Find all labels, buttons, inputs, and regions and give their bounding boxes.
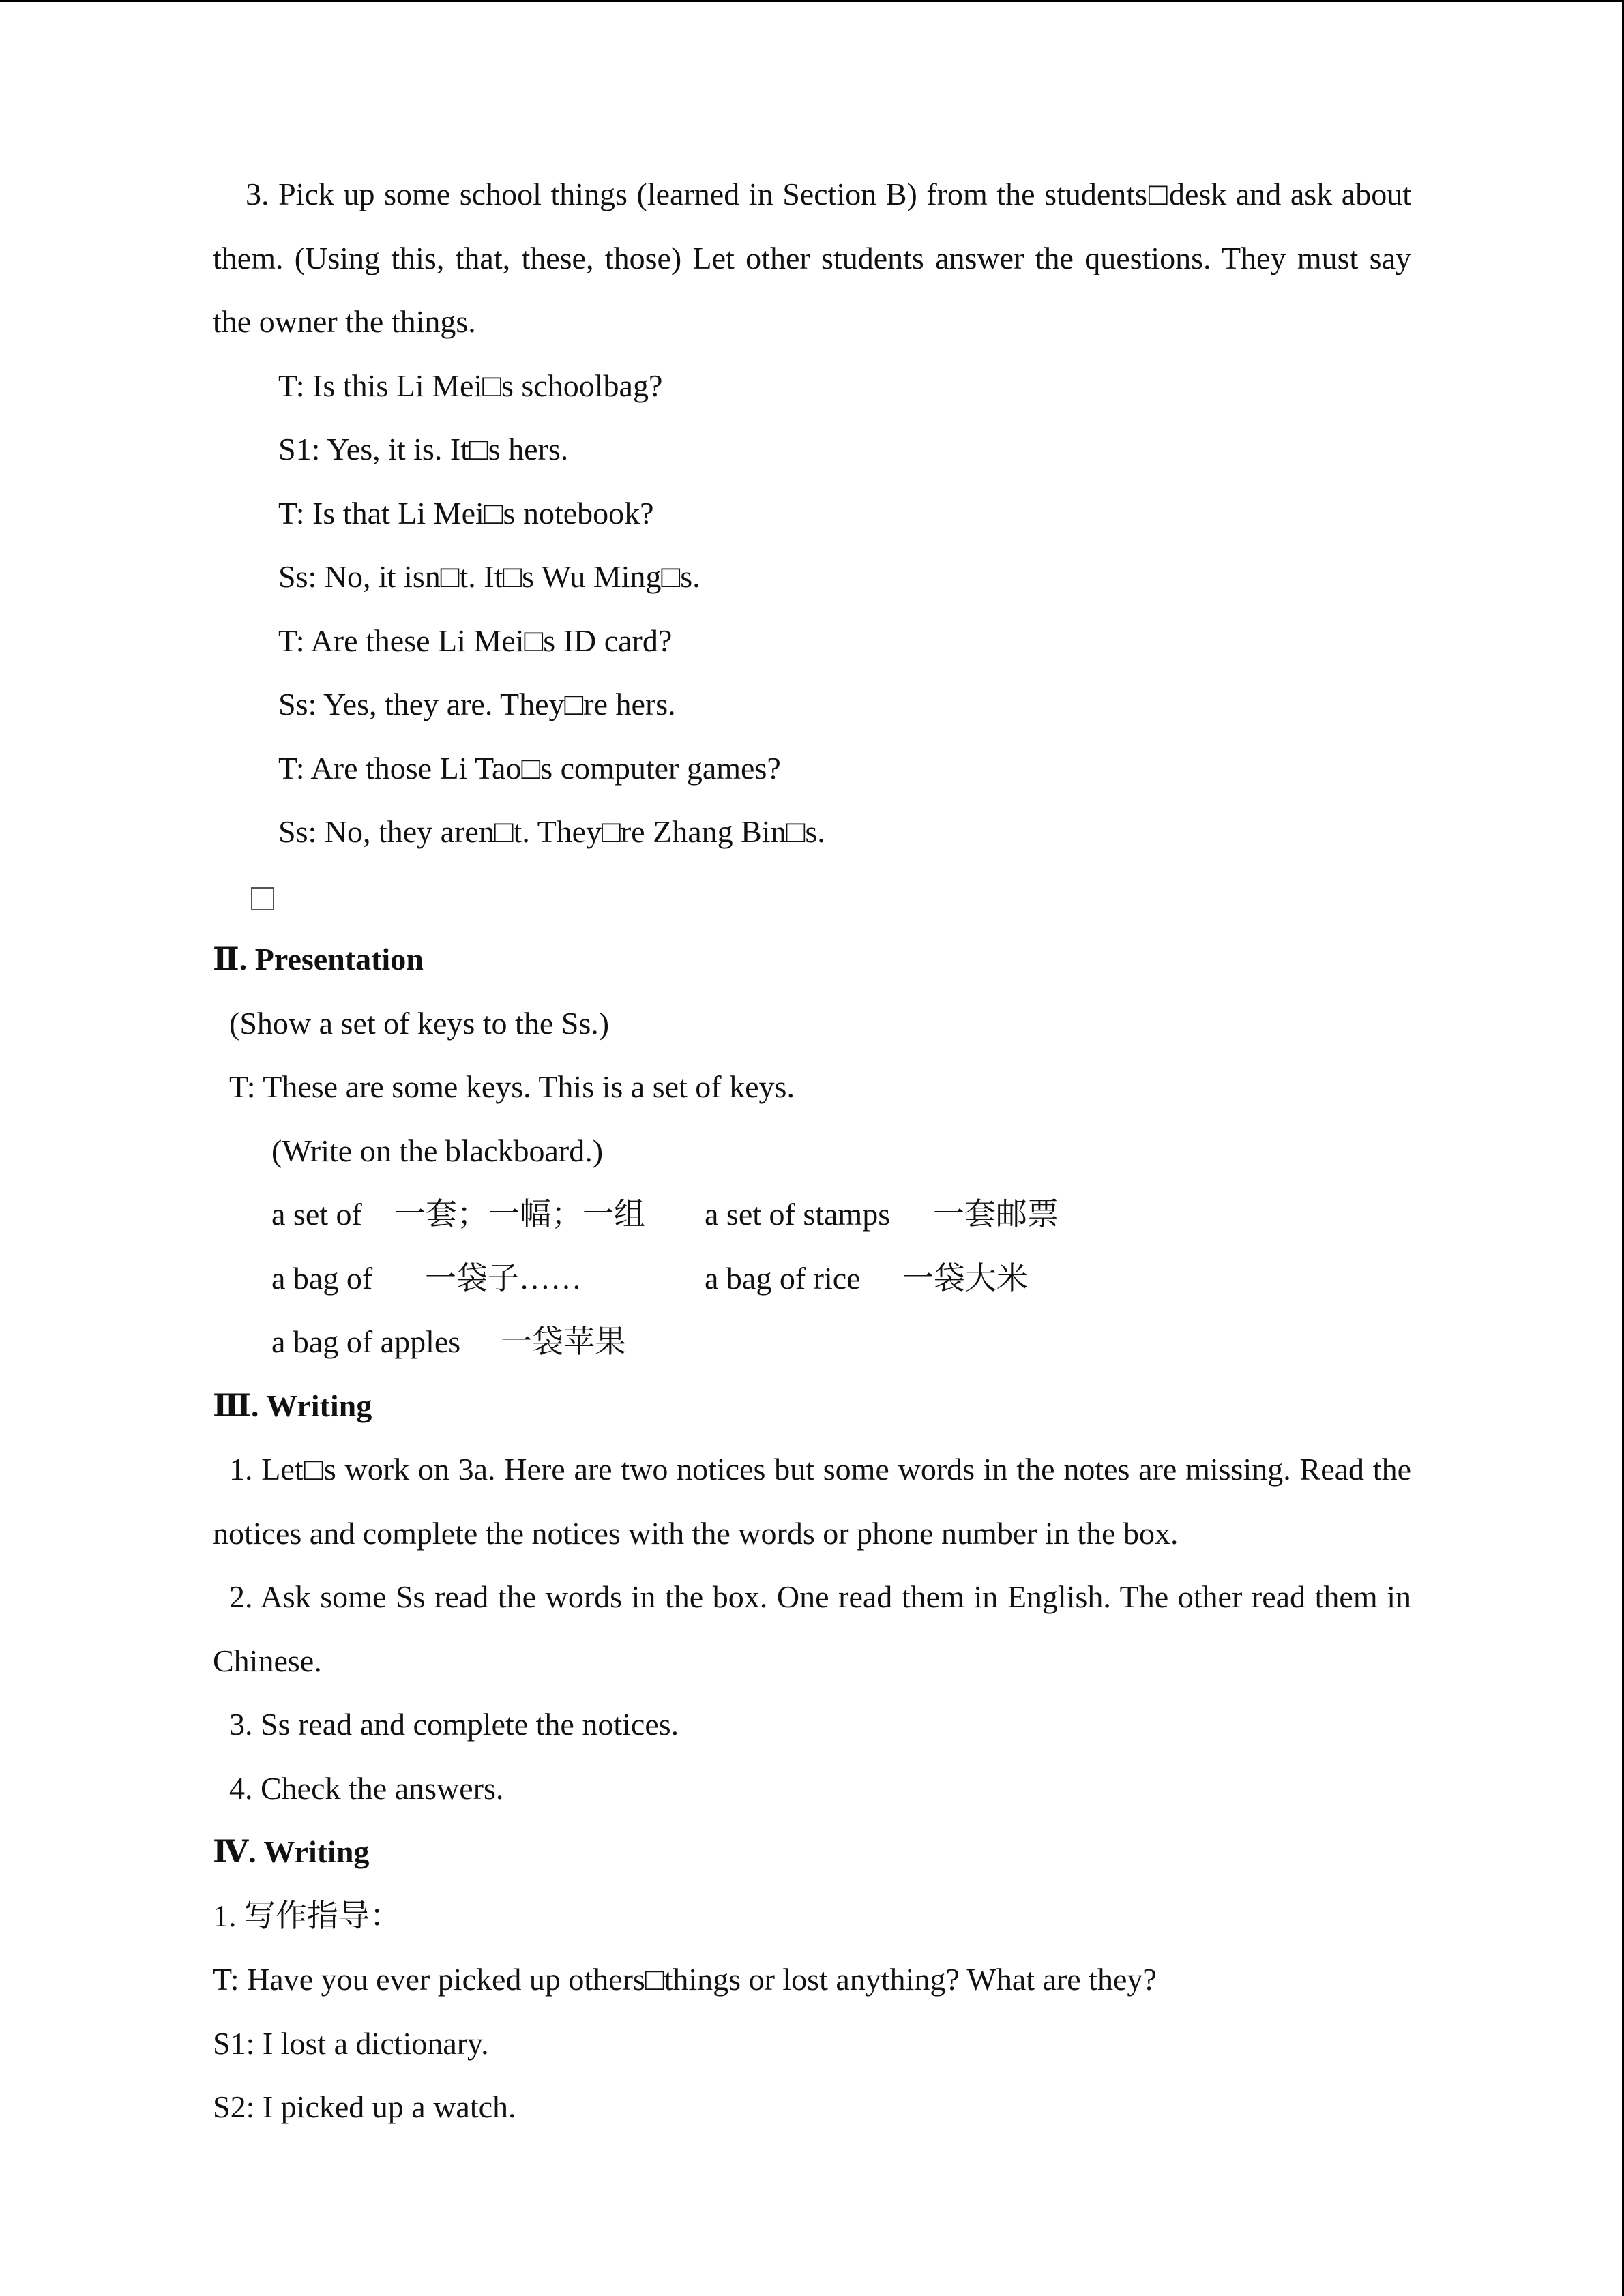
vocab-term: a bag of rice: [705, 1260, 861, 1296]
dialogue-line: S1: I lost a dictionary.: [213, 2025, 489, 2061]
empty-checkbox-line: [213, 864, 1411, 928]
vocab-meaning: 一套；一幅；一组: [394, 1197, 645, 1232]
vocab-meaning: 一袋苹果: [501, 1324, 626, 1359]
dialogue-line: T: Are these Li Mei□s ID card?: [278, 623, 673, 658]
vocab-term: a bag of apples: [271, 1324, 461, 1359]
placeholder-box-icon: [251, 887, 274, 910]
dialogue-line: S1: Yes, it is. It□s hers.: [278, 432, 569, 466]
vocab-row: [213, 1182, 1411, 1247]
vocab-meaning: 一袋子……: [425, 1260, 582, 1296]
presentation-heading: Ⅱ. Presentation: [213, 942, 424, 976]
vocab-term: a set of stamps: [705, 1197, 891, 1232]
writing3-heading: Ⅲ. Writing: [213, 1388, 372, 1423]
writing3-item: 3. Ss read and complete the notices.: [229, 1707, 679, 1742]
dialogue-line: T: Have you ever picked up others□things or lost anything? What are they?: [213, 1962, 1157, 1997]
vocab-row: [213, 1247, 1411, 1311]
vocab-term: a bag of: [271, 1260, 373, 1296]
writing-guide-title: 1. 写作指导：: [213, 1898, 401, 1933]
vocab-term: a set of: [271, 1197, 362, 1232]
presentation-line: T: These are some keys. This is a set of keys.: [229, 1069, 795, 1104]
dialogue-line: Ss: Yes, they are. They□re hers.: [278, 687, 676, 721]
page-top-rule: [0, 0, 1624, 2]
presentation-line: (Show a set of keys to the Ss.): [229, 1005, 610, 1041]
vocab-meaning: 一套邮票: [933, 1197, 1059, 1232]
writing4-heading: Ⅳ. Writing: [213, 1834, 370, 1869]
document-body: [213, 162, 1411, 2139]
dialogue-line: Ss: No, it isn□t. It□s Wu Ming□s.: [278, 559, 700, 594]
vocab-row: [213, 1310, 1411, 1374]
dialogue-line: S2: I picked up a watch.: [213, 2089, 516, 2124]
dialogue-line: Ss: No, they aren□t. They□re Zhang Bin□s.: [278, 814, 825, 849]
dialogue-line: T: Is that Li Mei□s notebook?: [278, 495, 654, 531]
warmup-item-3: 3. Pick up some school things (learned in Section B) from the students□desk and ask about them. (Using this, that, these, those) Let other students answer the questions. They must say the owner the things.: [213, 177, 1411, 339]
writing3-item: 4. Check the answers.: [229, 1770, 504, 1806]
vocab-meaning: 一袋大米: [902, 1260, 1028, 1296]
dialogue-line: T: Is this Li Mei□s schoolbag?: [278, 368, 663, 403]
writing3-item: 2. Ask some Ss read the words in the box. One read them in English. The other read them in Chinese.: [213, 1579, 1411, 1678]
dialogue-line: T: Are those Li Tao□s computer games?: [278, 750, 781, 786]
writing3-item: 1. Let□s work on 3a. Here are two notices but some words in the notes are missing. Read the notices and complete the notices with the words or phone number in the box.: [213, 1452, 1411, 1551]
presentation-line: (Write on the blackboard.): [271, 1133, 604, 1168]
